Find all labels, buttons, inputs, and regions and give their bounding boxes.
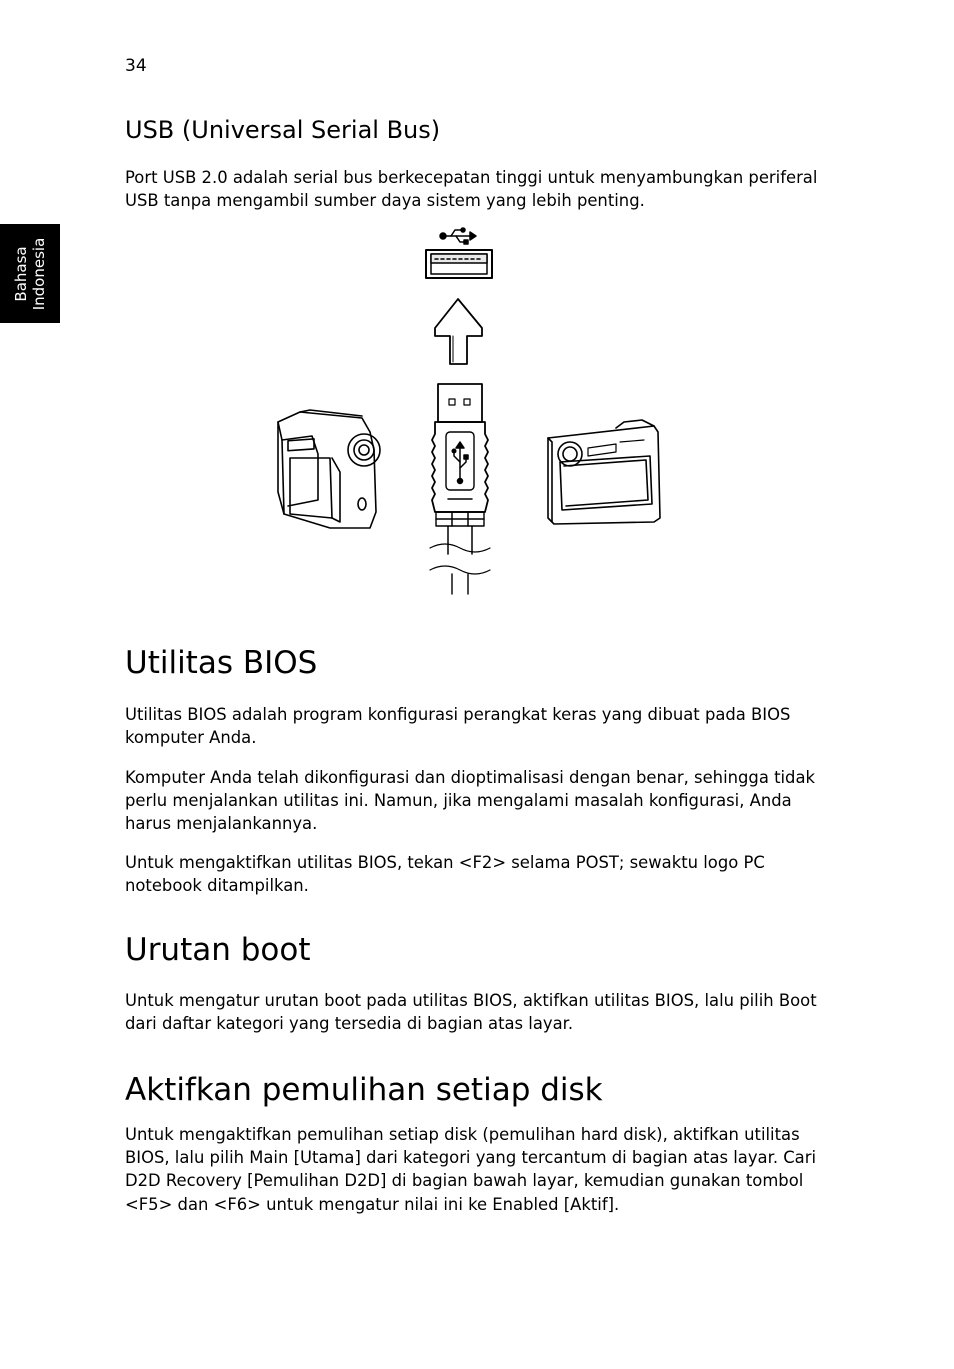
f5-key-label: <F5> xyxy=(125,1194,173,1214)
f2-key-label: F2 xyxy=(472,853,493,872)
recovery-text-c: [Pemulihan D2D] di bagian bawah layar, kemudian gunakan tombol xyxy=(241,1171,804,1191)
recovery-text-d: dan xyxy=(172,1194,214,1214)
boot-heading: Urutan boot xyxy=(125,932,311,968)
usb-symbol-icon xyxy=(440,228,476,244)
boot-text-b: dari daftar kategori yang tersedia di bagian atas layar. xyxy=(125,1014,574,1034)
digital-camera-icon xyxy=(548,420,660,524)
bios-paragraph-3 xyxy=(125,851,825,897)
usb-paragraph: Port USB 2.0 adalah serial bus berkecepatan tinggi untuk menyambungkan periferal USB tanpa mengambil sumber daya sistem yang lebih penting. xyxy=(125,168,818,211)
boot-key-label: Boot xyxy=(778,991,817,1010)
arrow-up-icon xyxy=(435,299,482,364)
language-side-tab xyxy=(0,224,60,323)
bios-paragraph-1: Utilitas BIOS adalah program konfigurasi perangkat keras yang dibuat pada BIOS komputer Anda. xyxy=(125,705,791,748)
recovery-text-f: [Aktif]. xyxy=(558,1194,620,1214)
recovery-text-e: untuk mengatur nilai ini ke xyxy=(260,1194,493,1214)
side-tab-line2: Indonesia xyxy=(30,237,48,311)
bios-p3-text-b: > selama POST; sewaktu logo PC notebook ditampilkan. xyxy=(125,853,765,896)
d2d-recovery-label: D2D Recovery xyxy=(125,1171,242,1191)
boot-paragraph xyxy=(125,989,825,1035)
boot-text-a: Untuk mengatur urutan boot pada utilitas BIOS, aktifkan utilitas BIOS, lalu pilih xyxy=(125,991,779,1010)
usb-symbol-small-icon xyxy=(452,442,468,484)
camcorder-icon xyxy=(278,410,380,528)
page-number: 34 xyxy=(125,56,147,76)
recovery-text-a: Untuk mengaktifkan pemulihan setiap disk (pemulihan hard disk), aktifkan utilitas BIOS, lalu pilih xyxy=(125,1125,800,1168)
recovery-text-b: [Utama] dari kategori yang tercantum di bagian atas layar. Cari xyxy=(288,1148,817,1168)
f6-key-label: <F6> xyxy=(213,1194,261,1214)
bios-paragraph-2: Komputer Anda telah dikonfigurasi dan dioptimalisasi dengan benar, sehingga tidak perlu menjalankan utilitas ini. Namun, jika mengalami masalah konfigurasi, Anda harus menjalankannya. xyxy=(125,768,815,834)
enabled-value-label: Enabled xyxy=(492,1194,559,1214)
usb-plug-icon xyxy=(430,384,490,594)
recovery-paragraph xyxy=(125,1123,825,1216)
bios-heading: Utilitas BIOS xyxy=(125,645,318,681)
bios-p3-text-a: Untuk mengaktifkan utilitas BIOS, tekan < xyxy=(125,853,473,872)
recovery-heading: Aktifkan pemulihan setiap disk xyxy=(125,1072,603,1108)
side-tab-label xyxy=(12,238,48,311)
usb-illustration xyxy=(270,222,670,597)
usb-port-icon xyxy=(426,250,492,278)
usb-heading: USB (Universal Serial Bus) xyxy=(125,116,441,144)
side-tab-line1: Bahasa xyxy=(12,246,30,302)
main-menu-label: Main xyxy=(249,1148,289,1168)
